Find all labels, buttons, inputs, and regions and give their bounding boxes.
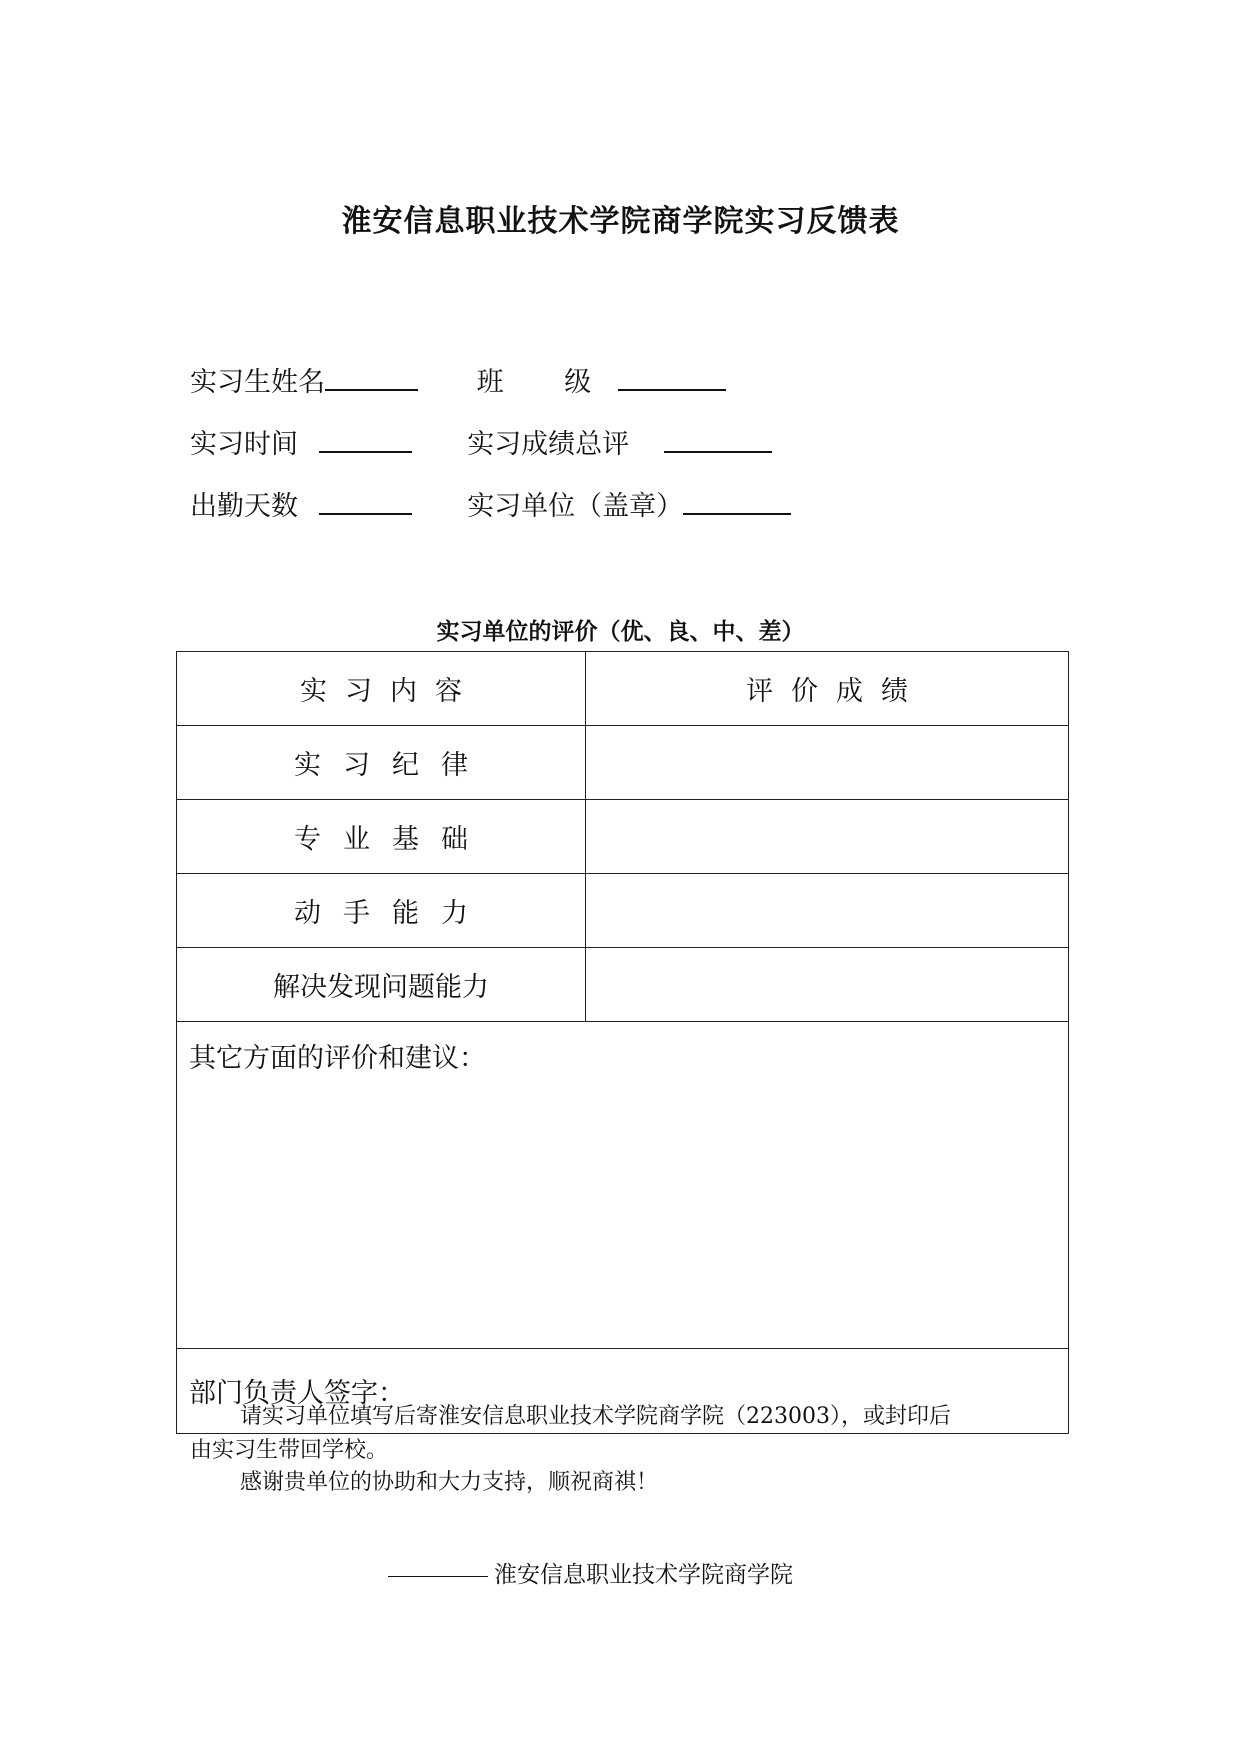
student-name-label: 实习生姓名 bbox=[190, 367, 325, 398]
internship-time-label: 实习时间 bbox=[190, 429, 298, 460]
comments-cell[interactable] bbox=[177, 1022, 1069, 1349]
row-label-handson: 动手能力 bbox=[177, 874, 586, 948]
comments-label: 其它方面的评价和建议： bbox=[189, 1043, 486, 1074]
footer-org: 淮安信息职业技术学院商学院 bbox=[494, 1562, 793, 1588]
header-score: 评价成绩 bbox=[586, 652, 1069, 726]
header-content: 实习内容 bbox=[177, 652, 586, 726]
score-cell-foundation[interactable] bbox=[586, 800, 1069, 874]
student-name-blank[interactable] bbox=[325, 363, 418, 391]
overall-score-label: 实习成绩总评 bbox=[467, 429, 630, 460]
field-row-name-class bbox=[190, 360, 726, 399]
footer-dash bbox=[388, 1576, 488, 1577]
field-row-time-score bbox=[190, 422, 772, 461]
internship-unit-blank[interactable] bbox=[683, 487, 791, 515]
score-cell-handson[interactable] bbox=[586, 874, 1069, 948]
table-row bbox=[177, 948, 1069, 1022]
attendance-days-label: 出勤天数 bbox=[190, 491, 298, 522]
table-row bbox=[177, 726, 1069, 800]
note-line-2: 由实习生带回学校。 bbox=[190, 1438, 389, 1463]
page-title: 淮安信息职业技术学院商学院实习反馈表 bbox=[341, 204, 900, 239]
row-label-problem-solving: 解决发现问题能力 bbox=[177, 948, 586, 1022]
class-label-1: 班 bbox=[476, 367, 504, 398]
score-cell-problem-solving[interactable] bbox=[586, 948, 1069, 1022]
class-blank[interactable] bbox=[618, 363, 726, 391]
attendance-days-blank[interactable] bbox=[319, 487, 412, 515]
row-label-foundation: 专业基础 bbox=[177, 800, 586, 874]
internship-unit-label: 实习单位（盖章） bbox=[467, 491, 684, 522]
note-line-3: 感谢贵单位的协助和大力支持，顺祝商祺！ bbox=[240, 1470, 659, 1495]
class-label-2: 级 bbox=[564, 367, 592, 398]
table-row bbox=[177, 800, 1069, 874]
overall-score-blank[interactable] bbox=[664, 425, 772, 453]
footer-signature bbox=[388, 1556, 793, 1589]
note-line-1: 请实习单位填写后寄淮安信息职业技术学院商学院（223003），或封印后 bbox=[240, 1404, 951, 1429]
field-row-days-unit bbox=[190, 484, 791, 523]
signature-label: 部门负责人签字： bbox=[189, 1378, 405, 1409]
table-header-row bbox=[177, 652, 1069, 726]
table-row bbox=[177, 874, 1069, 948]
score-cell-discipline[interactable] bbox=[586, 726, 1069, 800]
row-label-discipline: 实习纪律 bbox=[177, 726, 586, 800]
internship-time-blank[interactable] bbox=[319, 425, 412, 453]
evaluation-table bbox=[176, 651, 1069, 1434]
evaluation-section-title: 实习单位的评价（优、良、中、差） bbox=[436, 618, 805, 645]
